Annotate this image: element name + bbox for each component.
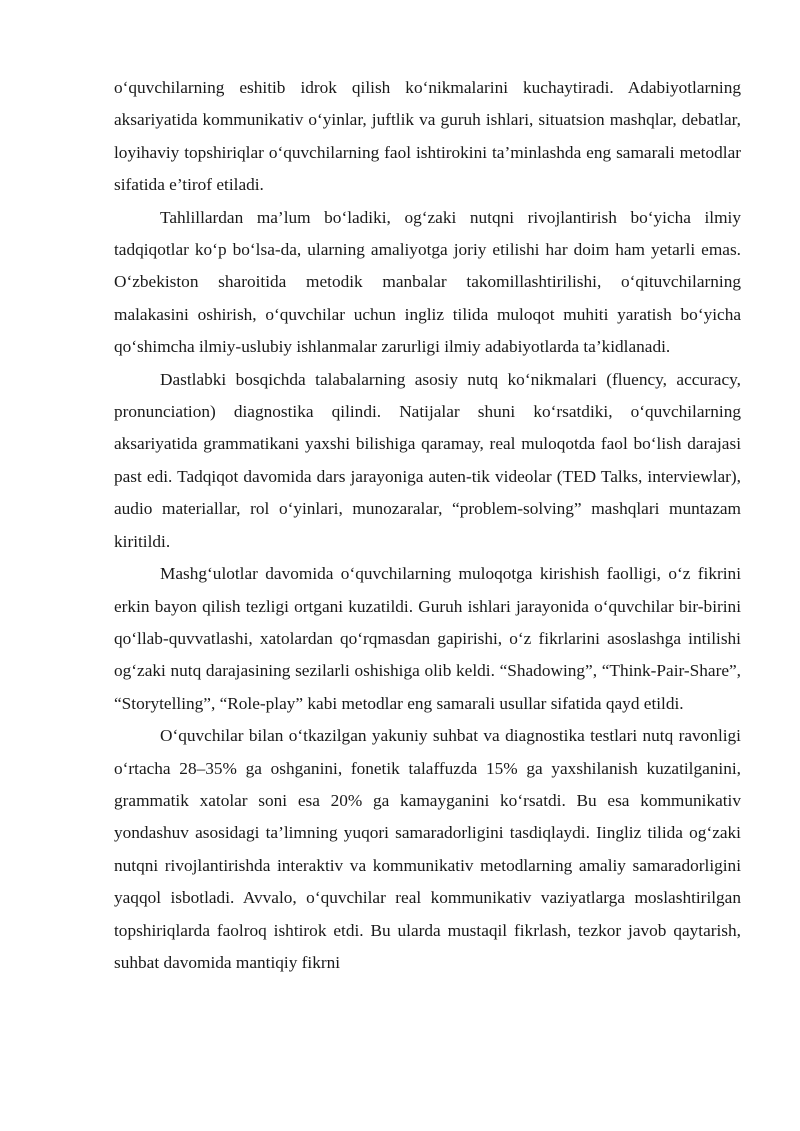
paragraph-4: Mashg‘ulotlar davomida o‘quvchilarning muloqotga kirishish faolligi, o‘z fikrini erkin bayon qilish tezligi ortgani kuzatildi. Guruh ishlari jarayonida o‘quvchilar bir-birini qo‘llab-quvvatlashi, xatolardan qo‘rqmasdan gapirishi, o‘z fikrlarini asoslashga intilishi og‘zaki nutq darajasining sezilarli oshishiga olib keldi. “Shadowing”, “Think-Pair-Share”, “Storytelling”, “Role-play” kabi metodlar eng samarali usullar sifatida qayd etildi. bbox=[114, 564, 741, 713]
paragraph-3: Dastlabki bosqichda talabalarning asosiy nutq ko‘nikmalari (fluency, accuracy, pronunciation) diagnostika qilindi. Natijalar shuni ko‘rsatdiki, o‘quvchilarning aksariyatida grammatikani yaxshi bilishiga qaramay, real muloqotda faol bo‘lish darajasi past edi. Tadqiqot davomida dars jarayoniga auten-tik videolar (TED Talks, interviewlar), audio materiallar, rol o‘yinlari, munozaralar, “problem-solving” mashqlari muntazam kiritildi. bbox=[114, 369, 741, 551]
paragraph-2: Tahlillardan ma’lum bo‘ladiki, og‘zaki nutqni rivojlantirish bo‘yicha ilmiy tadqiqotlar ko‘p bo‘lsa-da, ularning amaliyotga joriy etilishi har doim ham yetarli emas. O‘zbekiston sharoitida metodik manbalar takomillashtirilishi, o‘qituvchilarning malakasini oshirish, o‘quvchilar uchun ingliz tilida muloqot muhiti yaratish bo‘yicha qo‘shimcha ilmiy-uslubiy ishlanmalar zarurligi ilmiy adabiyotlarda ta’kidlanadi. bbox=[114, 207, 741, 357]
paragraph-5: O‘quvchilar bilan o‘tkazilgan yakuniy suhbat va diagnostika testlari nutq ravonligi o‘rtacha 28–35% ga oshganini, fonetik talaffuzda 15% ga yaxshilanish kuzatilganini, grammatik xatolar soni esa 20% ga kamayganini ko‘rsatdi. Bu esa kommunikativ yondashuv asosidagi ta’limning yuqori samaradorligini tasdiqlaydi. Iingliz tilida og‘zaki nutqni rivojlantirishda interaktiv va kommunikativ metodlarning amaliy samaradorligini yaqqol isbotladi. Avvalo, o‘quvchilar real kommunikativ vaziyatlarga moslashtirilgan topshiriqlarda faolroq ishtirok etdi. Bu ularda mustaqil fikrlash, tezkor javob qaytarish, suhbat davomida mantiqiy fikrni bbox=[114, 726, 741, 972]
paragraph-1: o‘quvchilarning eshitib idrok qilish ko‘nikmalarini kuchaytiradi. Adabiyotlarning aksariyatida kommunikativ o‘yinlar, juftlik va guruh ishlari, situatsion mashqlar, debatlar, loyihaviy topshiriqlar o‘quvchilarning faol ishtirokini ta’minlashda eng samarali metodlar sifatida e’tirof etiladi. bbox=[114, 78, 741, 195]
document-page bbox=[114, 72, 741, 979]
